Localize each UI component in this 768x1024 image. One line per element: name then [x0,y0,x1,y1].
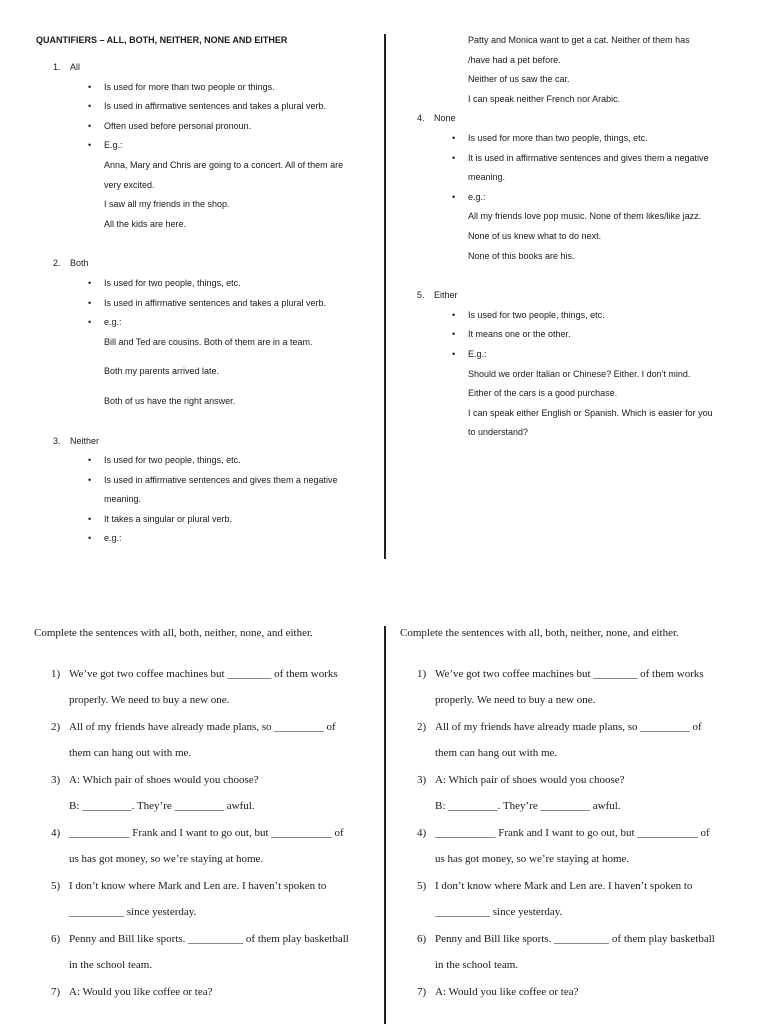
question-text [435,873,744,926]
grammar-column-right [400,31,760,443]
section-all-heading: 1. All [53,62,81,72]
example-line: Bill and Ted are cousins. Both of them are in a team. [104,336,313,347]
question-list [34,661,378,1006]
list-item: • e.g.: [452,191,486,202]
question-number: 5) [51,879,61,892]
question-text [69,873,378,926]
list-item: • e.g.: [88,317,122,328]
list-item: • Is used for two people, things, etc. [88,277,241,288]
question-line: I don’t know where Mark and Len are. I haven’t spoken to [435,879,693,892]
question-text [435,767,744,820]
question-number: 5) [417,879,427,892]
question-text [435,979,744,1006]
question-line: us has got money, so we’re staying at home. [69,853,264,865]
question-text [69,820,378,873]
question-text [435,661,744,714]
example-line: Either of the cars is a good purchase. [468,388,618,399]
question-number: 2) [417,720,427,733]
example-line: Should we order Italian or Chinese? Either. I don't mind. [468,368,691,379]
question-line: B: _________. They’re _________ awful. [69,800,255,812]
list-item: • Is used for two people, things, etc. [452,309,605,320]
question-text [435,926,744,979]
question-line: them can hang out with me. [435,747,558,759]
question-line: them can hang out with me. [69,747,192,759]
question-line: in the school team. [435,959,519,971]
list-item: • Is used for two people, things, etc. [88,455,241,466]
question-number: 7) [51,985,61,998]
list-item: • Is used for more than two people, things, etc. [452,132,648,143]
question-line: We’ve got two coffee machines but ________ of them works [435,667,704,680]
question-line: A: Would you like coffee or tea? [435,985,579,998]
example-line: All the kids are here. [104,218,187,229]
question-item [400,820,744,873]
question-item [34,873,378,926]
question-line: us has got money, so we’re staying at home. [435,853,630,865]
question-item [34,767,378,820]
question-number: 6) [417,932,427,945]
question-line: All of my friends have already made plans, so _________ of [69,720,336,733]
question-number: 1) [417,667,427,680]
question-number: 6) [51,932,61,945]
question-number: 4) [51,826,61,839]
question-item [400,926,744,979]
question-line: A: Which pair of shoes would you choose? [435,773,625,786]
question-line: ___________ Frank and I want to go out, but ___________ of [69,826,344,839]
example-line: /have had a pet before. [468,54,561,65]
list-item: • Often used before personal pronoun. [88,120,252,131]
question-line: properly. We need to buy a new one. [69,694,230,706]
section-either-bullets [400,306,760,365]
list-item: • Is used in affirmative sentences and takes a plural verb. [88,101,326,112]
question-line: Penny and Bill like sports. __________ of them play basketball [69,932,349,945]
question-text [435,714,744,767]
question-line: properly. We need to buy a new one. [435,694,596,706]
section-neither-bullets [36,451,376,549]
example-line: None of us knew what to do next. [468,230,602,241]
worksheet-instruction: Complete the sentences with all, both, neither, none, and either. [400,627,679,639]
question-line: We’ve got two coffee machines but ________ of them works [69,667,338,680]
example-line: Both of us have the right answer. [104,395,236,406]
question-line: All of my friends have already made plans, so _________ of [435,720,702,733]
question-number: 1) [51,667,61,680]
section-both-heading: 2. Both [53,258,89,269]
grammar-column-left [36,58,376,549]
question-line: in the school team. [69,959,153,971]
example-line: I can speak neither French nor Arabic. [468,93,621,104]
question-item [400,661,744,714]
question-line: Penny and Bill like sports. __________ of them play basketball [435,932,715,945]
question-line: __________ since yesterday. [435,906,563,918]
question-line: I don’t know where Mark and Len are. I haven’t spoken to [69,879,327,892]
question-text [69,714,378,767]
example-line: Anna, Mary and Chris are going to a concert. All of them are [104,159,344,170]
question-line: __________ since yesterday. [69,906,197,918]
question-number: 2) [51,720,61,733]
column-divider-top [384,34,386,559]
question-item [400,767,744,820]
question-item [34,661,378,714]
question-item [34,820,378,873]
section-none-bullets [400,129,760,207]
question-item [34,926,378,979]
list-item: • Is used for more than two people or things. [88,81,275,92]
list-item: • Is used in affirmative sentences and takes a plural verb. [88,297,326,308]
example-line: very excited. [104,179,155,190]
question-number: 7) [417,985,427,998]
list-item: • E.g.: [452,348,487,359]
list-item: • Is used in affirmative sentences and gives them a negative meaning. [88,474,338,505]
example-line: Both my parents arrived late. [104,366,220,377]
question-line: ___________ Frank and I want to go out, but ___________ of [435,826,710,839]
question-item [400,979,744,1006]
example-line: I saw all my friends in the shop. [104,199,230,210]
example-line: None of this books are his. [468,250,575,261]
example-line: to understand? [468,427,529,438]
column-divider-bottom [384,626,386,1024]
question-line: A: Which pair of shoes would you choose? [69,773,259,786]
example-line: All my friends love pop music. None of them likes/like jazz. [468,211,702,222]
question-text [69,661,378,714]
section-both-bullets [36,274,376,333]
section-either-heading: 5. Either [417,290,458,301]
question-number: 3) [417,773,427,786]
question-number: 4) [417,826,427,839]
question-item [34,979,378,1006]
example-line: I can speak either English or Spanish. Which is easier for you [468,407,713,418]
example-line: Neither of us saw the car. [468,74,570,85]
question-item [400,873,744,926]
section-all-bullets [36,78,376,156]
question-text [69,979,378,1006]
question-list [400,661,744,1006]
question-number: 3) [51,773,61,786]
worksheet-instruction: Complete the sentences with all, both, neither, none, and either. [34,627,313,639]
question-line: A: Would you like coffee or tea? [69,985,213,998]
question-text [435,820,744,873]
section-none-heading: 4. None [417,113,456,124]
question-line: B: _________. They’re _________ awful. [435,800,621,812]
list-item: • It is used in affirmative sentences and gives them a negative meaning. [452,152,709,183]
example-line: Patty and Monica want to get a cat. Neither of them has [468,35,690,45]
question-text [69,767,378,820]
list-item: • It takes a singular or plural verb. [88,513,233,524]
question-text [69,926,378,979]
list-item: • e.g.: [88,533,122,544]
list-item: • It means one or the other. [452,329,571,340]
worksheet-right [400,620,744,1005]
question-item [34,714,378,767]
question-item [400,714,744,767]
page-title: QUANTIFIERS – ALL, BOTH, NEITHER, NONE AND EITHER [36,35,288,45]
list-item: • E.g.: [88,140,123,151]
worksheet-left [34,620,378,1005]
section-neither-heading: 3. Neither [53,435,100,446]
